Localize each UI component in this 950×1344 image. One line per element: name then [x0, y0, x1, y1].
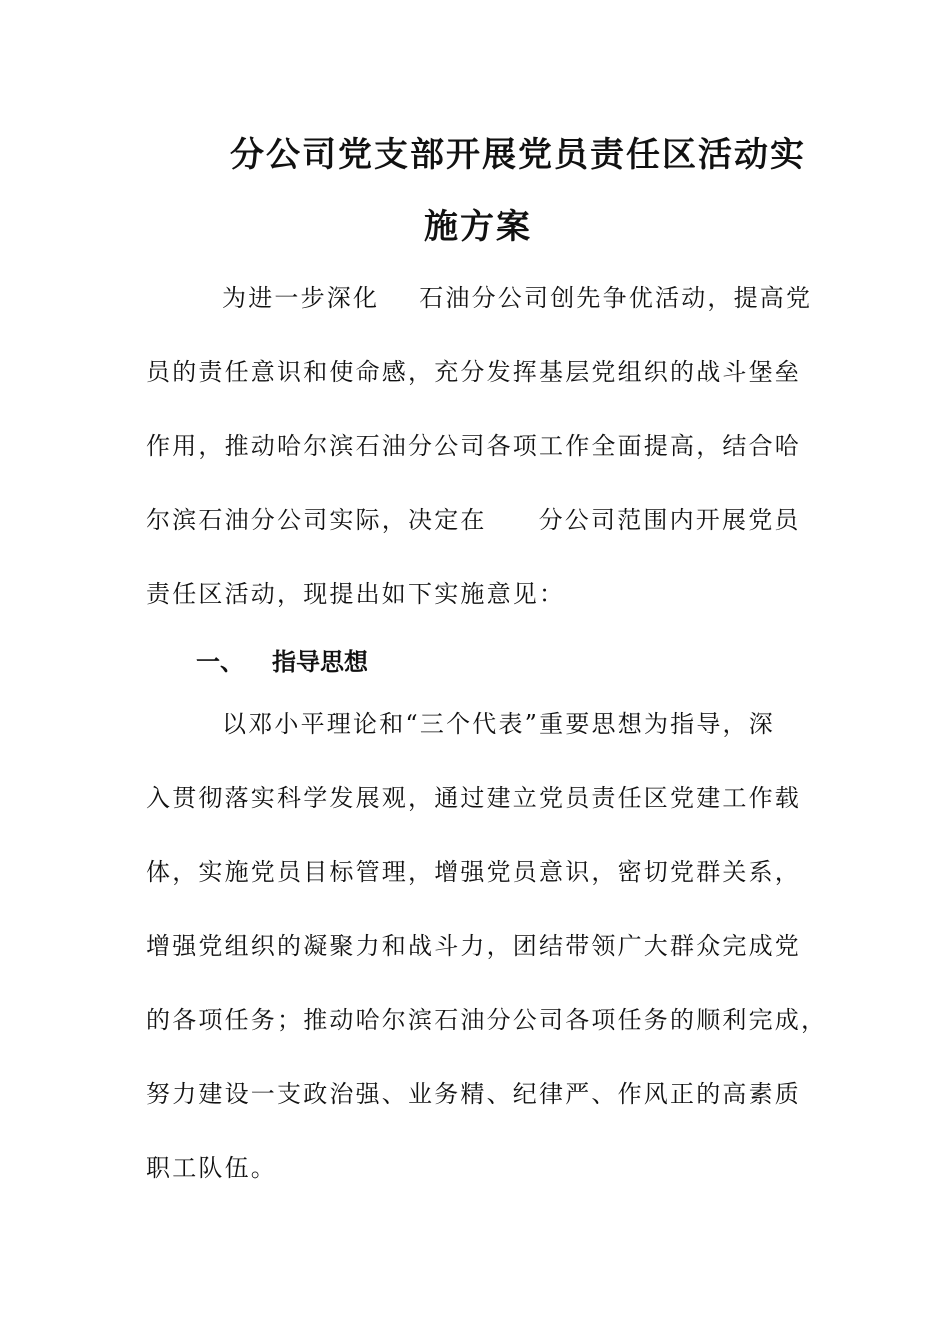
section-1-line: 体，实施党员目标管理，增强党员意识，密切党群关系， [146, 858, 801, 886]
intro-line-3: 作用，推动哈尔滨石油分公司各项工作全面提高，结合哈 [146, 432, 801, 460]
intro-line-4 [146, 508, 801, 532]
section-1-heading [196, 647, 368, 676]
intro-line-4-part-b: 分公司范围内开展党员 [538, 506, 801, 534]
section-1-line: 职工队伍。 [146, 1154, 277, 1182]
section-1-number: 一、 [196, 647, 244, 676]
intro-line-4-part-a: 尔滨石油分公司实际，决定在 [146, 506, 487, 534]
intro-line-1-part-b: 石油分公司创先争优活动，提高党 [419, 284, 813, 312]
intro-line-1 [222, 286, 812, 310]
intro-line-2: 员的责任意识和使命感，充分发挥基层党组织的战斗堡垒 [146, 358, 801, 386]
intro-line-5: 责任区活动，现提出如下实施意见： [146, 580, 566, 608]
section-1-title: 指导思想 [272, 647, 368, 676]
section-1-line: 入贯彻落实科学发展观，通过建立党员责任区党建工作载 [146, 784, 801, 812]
section-1-line: 增强党组织的凝聚力和战斗力，团结带领广大群众完成党 [146, 932, 801, 960]
document-title-line-2: 施方案 [424, 207, 532, 247]
section-1-line: 以邓小平理论和“三个代表”重要思想为指导，深 [222, 710, 775, 738]
intro-line-1-part-a: 为进一步深化 [222, 284, 380, 312]
section-1-line: 的各项任务；推动哈尔滨石油分公司各项任务的顺利完成， [146, 1006, 828, 1034]
document-title-line-1: 分公司党支部开展党员责任区活动实 [230, 135, 806, 175]
section-1-line: 努力建设一支政治强、业务精、纪律严、作风正的高素质 [146, 1080, 801, 1108]
